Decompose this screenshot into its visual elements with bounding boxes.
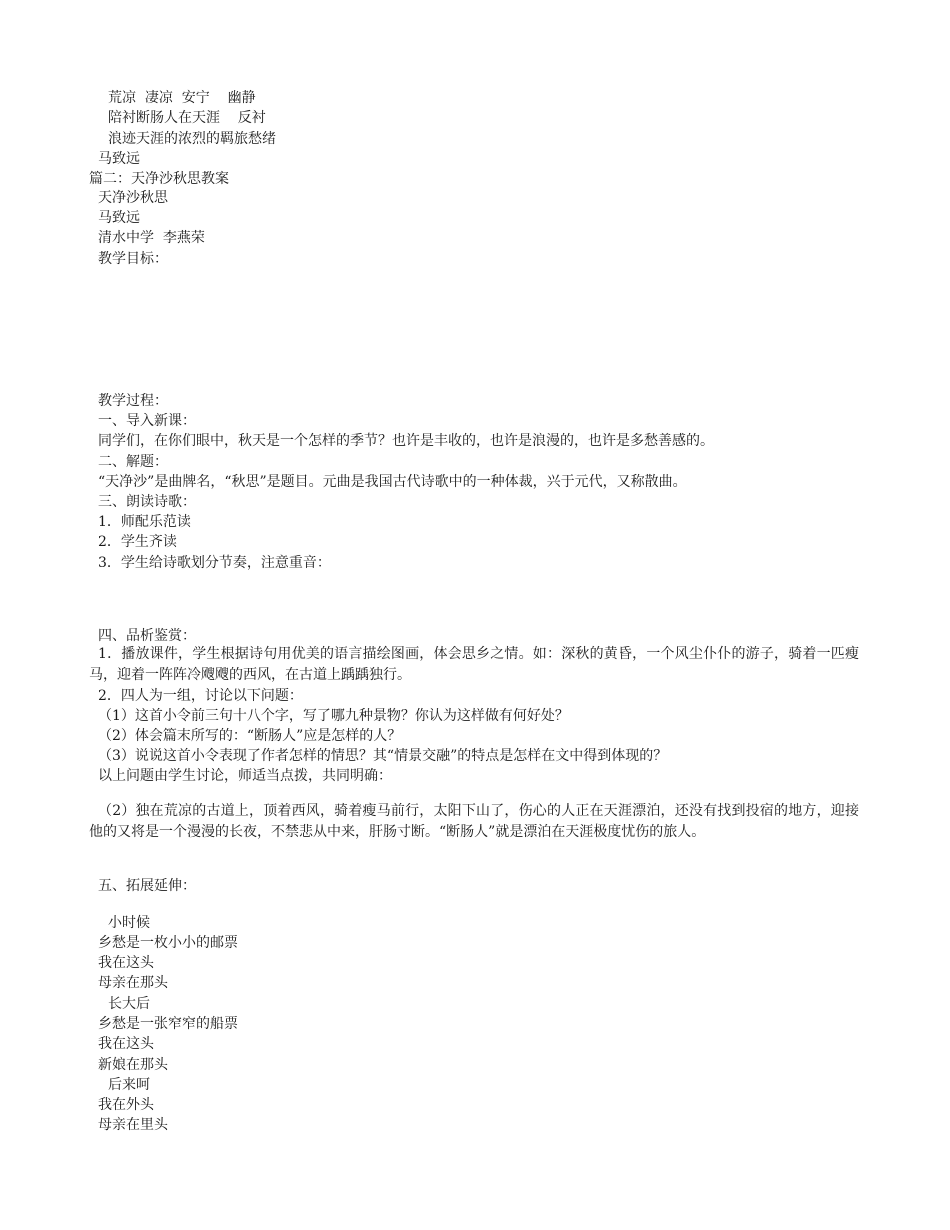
poem-author: 马致远 bbox=[98, 210, 140, 226]
text-line: 浪迹天涯的浓烈的羁旅愁绪 bbox=[108, 131, 276, 147]
list-item: 3．学生给诗歌划分节奏，注意重音： bbox=[98, 555, 331, 571]
poem-title: 天净沙秋思 bbox=[98, 190, 168, 206]
step-heading: 五、拓展延伸： bbox=[98, 878, 196, 894]
step-text: 同学们，在你们眼中，秋天是一个怎样的季节？也许是丰收的，也许是浪漫的，也许是多愁善感的。 bbox=[98, 433, 714, 449]
step-paragraph: 1．播放课件，学生根据诗句用优美的语言描绘图画，体会思乡之情。如：深秋的黄昏，一个风尘仆仆的游子，骑着一匹瘦马，迎着一阵阵冷飕飕的西风，在古道上踽踽独行。 bbox=[89, 646, 859, 683]
step-heading: 四、品析鉴赏： bbox=[98, 628, 196, 644]
note-text: 以上问题由学生讨论，师适当点拨，共同明确： bbox=[98, 768, 392, 784]
text-line: 荒凉 凄凉 安宁 幽静 bbox=[108, 90, 256, 106]
poem-line: 乡愁是一张窄窄的船票 bbox=[98, 1016, 238, 1032]
step-heading: 二、解题： bbox=[98, 454, 168, 470]
list-item: 2．四人为一组，讨论以下问题： bbox=[98, 688, 303, 704]
step-heading: 三、朗读诗歌： bbox=[98, 494, 196, 510]
question: （1）这首小令前三句十八个字，写了哪九种景物？你认为这样做有何好处？ bbox=[98, 708, 569, 724]
poem-line: 新娘在那头 bbox=[98, 1057, 168, 1073]
list-item: 1．师配乐范读 bbox=[98, 514, 191, 530]
list-item: 2．学生齐读 bbox=[98, 534, 177, 550]
question: （2）体会篇末所写的：“断肠人”应是怎样的人？ bbox=[98, 728, 402, 744]
answer-paragraph: （2）独在荒凉的古道上，顶着西风，骑着瘦马前行，太阳下山了，伤心的人正在天涯漂泊，还没有找到投宿的地方，迎接他的又将是一个漫漫的长夜，不禁悲从中来，肝肠寸断。“断肠人”就是漂泊在天涯极度忧伤的旅人。 bbox=[89, 803, 859, 840]
poem-line: 长大后 bbox=[108, 996, 150, 1012]
teaching-goals-label: 教学目标： bbox=[98, 251, 168, 267]
poem-line: 小时候 bbox=[108, 915, 150, 931]
process-heading: 教学过程： bbox=[98, 393, 168, 409]
text-line: 马致远 bbox=[98, 151, 140, 167]
text-line: 陪衬断肠人在天涯 反衬 bbox=[108, 110, 266, 126]
step-text: “天净沙”是曲牌名，“秋思”是题目。元曲是我国古代诗歌中的一种体裁，兴于元代，又称散曲。 bbox=[98, 474, 687, 490]
poem-line: 我在这头 bbox=[98, 955, 154, 971]
poem-line: 我在这头 bbox=[98, 1036, 154, 1052]
poem-line: 乡愁是一枚小小的邮票 bbox=[98, 935, 238, 951]
step-heading: 一、导入新课： bbox=[98, 413, 196, 429]
poem-line: 我在外头 bbox=[98, 1097, 154, 1113]
question: （3）说说这首小令表现了作者怎样的情思？其“情景交融”的特点是怎样在文中得到体现的？ bbox=[98, 748, 668, 764]
poem-line: 母亲在那头 bbox=[98, 975, 168, 991]
poem-line: 母亲在里头 bbox=[98, 1117, 168, 1133]
teacher-info: 清水中学 李燕荣 bbox=[98, 230, 205, 246]
poem-line: 后来呵 bbox=[108, 1077, 150, 1093]
section-heading: 篇二：天净沙秋思教案 bbox=[89, 171, 229, 187]
